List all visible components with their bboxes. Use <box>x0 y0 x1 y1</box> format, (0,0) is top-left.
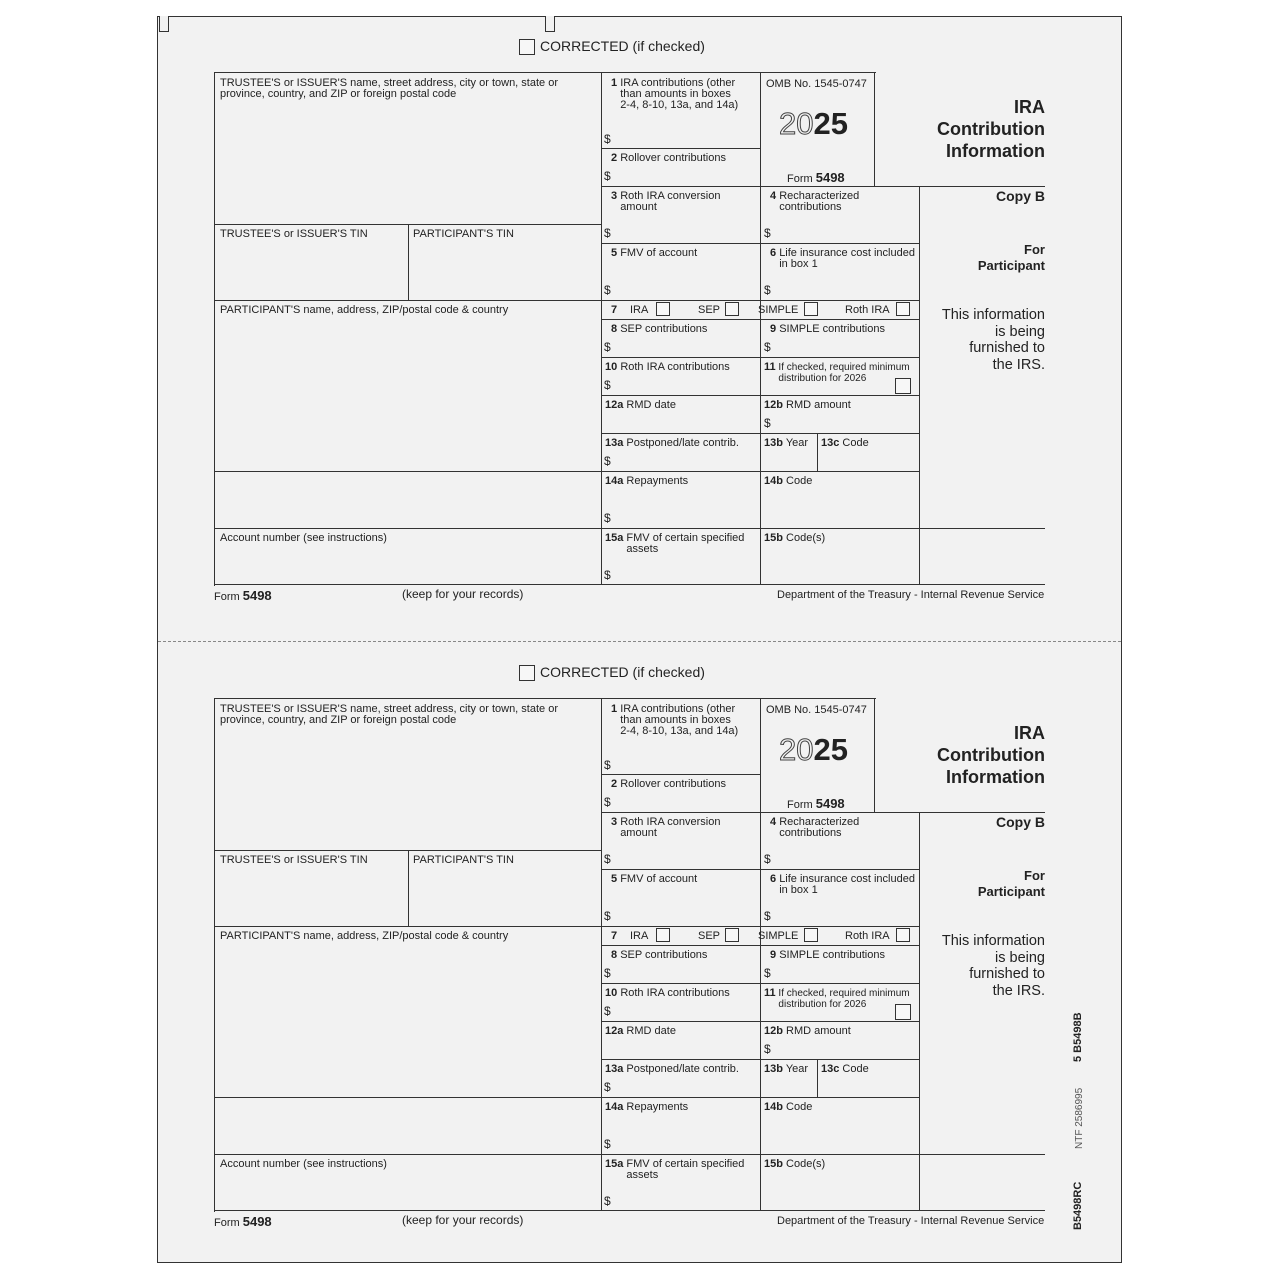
box15a-label: 15a FMV of certain specified assets <box>605 1158 745 1181</box>
box11-checkbox[interactable] <box>895 378 911 394</box>
box7-sep-label: SEP <box>698 304 721 316</box>
form-copy-top <box>0 0 1280 603</box>
box7-ira-checkbox[interactable] <box>656 928 670 942</box>
box7-sep-checkbox[interactable] <box>725 928 739 942</box>
box4-dollar: $ <box>764 226 771 240</box>
form-number-omb: Form 5498 <box>787 796 845 811</box>
tax-year: 2025 <box>779 106 848 141</box>
box11-checkbox[interactable] <box>895 1004 911 1020</box>
form-title: IRA Contribution Information <box>937 97 1045 161</box>
copy-label: Copy B <box>996 188 1045 204</box>
footer-keep-records: (keep for your records) <box>402 587 524 601</box>
omb-number: OMB No. 1545-0747 <box>766 704 867 716</box>
account-number-label: Account number (see instructions) <box>220 532 387 544</box>
box14a-dollar: $ <box>604 1137 611 1151</box>
furnished-note: This information is being furnished to the IRS. <box>941 933 1045 999</box>
box7-number: 7 <box>611 930 618 942</box>
side-code-b5498rc: B5498RC <box>1072 1181 1084 1230</box>
box12b-label: 12b RMD amount <box>764 1025 851 1037</box>
box9-dollar: $ <box>764 340 771 354</box>
trustee-tin-label: TRUSTEE'S or ISSUER'S TIN <box>220 228 368 240</box>
corrected-label: CORRECTED (if checked) <box>540 664 705 680</box>
box4-label: 4 Recharacterized contributions <box>770 190 860 213</box>
box7-ira-label: IRA <box>630 304 649 316</box>
box3-dollar: $ <box>604 226 611 240</box>
box6-dollar: $ <box>764 283 771 297</box>
trustee-tin-label: TRUSTEE'S or ISSUER'S TIN <box>220 854 368 866</box>
box14a-dollar: $ <box>604 511 611 525</box>
box14a-label: 14a Repayments <box>605 475 689 487</box>
box10-label: 10 Roth IRA contributions <box>605 361 730 373</box>
footer-department: Department of the Treasury - Internal Revenue Service <box>777 589 1045 601</box>
box6-dollar: $ <box>764 909 771 923</box>
box5-label: 5 FMV of account <box>611 873 698 885</box>
box13a-dollar: $ <box>604 1080 611 1094</box>
participant-tin-label: PARTICIPANT'S TIN <box>413 854 514 866</box>
box14b-label: 14b Code <box>764 475 813 487</box>
for-participant: For Participant <box>977 242 1045 273</box>
furnished-note: This information is being furnished to the IRS. <box>941 307 1045 373</box>
box11-label: 11 If checked, required minimum distribution for 2026 <box>764 361 910 384</box>
box14a-label: 14a Repayments <box>605 1101 689 1113</box>
footer-department: Department of the Treasury - Internal Revenue Service <box>777 1215 1045 1227</box>
footer-keep-records: (keep for your records) <box>402 1213 524 1227</box>
for-participant: For Participant <box>977 868 1045 899</box>
box1-dollar: $ <box>604 132 611 146</box>
box2-dollar: $ <box>604 169 611 183</box>
box15b-label: 15b Code(s) <box>764 532 826 544</box>
account-number-label: Account number (see instructions) <box>220 1158 387 1170</box>
box13c-label: 13c Code <box>821 1063 869 1075</box>
side-code-ntf: NTF 2586995 <box>1074 1087 1085 1149</box>
box9-dollar: $ <box>764 966 771 980</box>
box8-dollar: $ <box>604 340 611 354</box>
corrected-label: CORRECTED (if checked) <box>540 38 705 54</box>
box11-label: 11 If checked, required minimum distribution for 2026 <box>764 987 910 1010</box>
box15a-dollar: $ <box>604 1194 611 1208</box>
box3-label: 3 Roth IRA conversion amount <box>611 190 721 213</box>
box12a-label: 12a RMD date <box>605 399 676 411</box>
box13a-dollar: $ <box>604 454 611 468</box>
corrected-checkbox[interactable] <box>519 665 535 681</box>
form-title: IRA Contribution Information <box>937 723 1045 787</box>
box5-dollar: $ <box>604 909 611 923</box>
box12b-dollar: $ <box>764 1042 771 1056</box>
box13b-label: 13b Year <box>764 1063 809 1075</box>
box7-sep-checkbox[interactable] <box>725 302 739 316</box>
box7-number: 7 <box>611 304 618 316</box>
box7-roth-checkbox[interactable] <box>896 928 910 942</box>
box9-label: 9 SIMPLE contributions <box>770 949 885 961</box>
box2-label: 2 Rollover contributions <box>611 778 726 790</box>
participant-tin-label: PARTICIPANT'S TIN <box>413 228 514 240</box>
box2-label: 2 Rollover contributions <box>611 152 726 164</box>
tax-year: 2025 <box>779 732 848 767</box>
box6-label: 6 Life insurance cost included in box 1 <box>770 873 915 896</box>
box1-label: 1 IRA contributions (other than amounts in boxes 2-4, 8-10, 13a, and 14a) <box>611 77 739 111</box>
box7-simple-label: SIMPLE <box>758 930 799 942</box>
box8-dollar: $ <box>604 966 611 980</box>
box15a-label: 15a FMV of certain specified assets <box>605 532 745 555</box>
box15b-label: 15b Code(s) <box>764 1158 826 1170</box>
box2-dollar: $ <box>604 795 611 809</box>
box7-roth-label: Roth IRA <box>845 930 890 942</box>
box10-dollar: $ <box>604 1004 611 1018</box>
corrected-checkbox[interactable] <box>519 39 535 55</box>
footer-form-number: Form 5498 <box>214 588 272 603</box>
box4-dollar: $ <box>764 852 771 866</box>
form-copy-bottom <box>0 626 1280 1229</box>
form-number-omb: Form 5498 <box>787 170 845 185</box>
box7-roth-label: Roth IRA <box>845 304 890 316</box>
box12b-dollar: $ <box>764 416 771 430</box>
box5-label: 5 FMV of account <box>611 247 698 259</box>
box12b-label: 12b RMD amount <box>764 399 851 411</box>
box1-label: 1 IRA contributions (other than amounts in boxes 2-4, 8-10, 13a, and 14a) <box>611 703 739 737</box>
box7-ira-label: IRA <box>630 930 649 942</box>
box1-dollar: $ <box>604 758 611 772</box>
side-code-b5498b: 5 B5498B <box>1072 1012 1084 1062</box>
trustee-name-label: TRUSTEE'S or ISSUER'S name, street address, city or town, state or province, country, and ZIP or foreign postal code <box>220 77 558 100</box>
participant-name-label: PARTICIPANT'S name, address, ZIP/postal code & country <box>220 930 509 942</box>
box15a-dollar: $ <box>604 568 611 582</box>
box7-sep-label: SEP <box>698 930 721 942</box>
box8-label: 8 SEP contributions <box>611 323 708 335</box>
box6-label: 6 Life insurance cost included in box 1 <box>770 247 915 270</box>
footer-form-number: Form 5498 <box>214 1214 272 1229</box>
copy-label: Copy B <box>996 814 1045 830</box>
box7-ira-checkbox[interactable] <box>656 302 670 316</box>
box9-label: 9 SIMPLE contributions <box>770 323 885 335</box>
box3-label: 3 Roth IRA conversion amount <box>611 816 721 839</box>
box12a-label: 12a RMD date <box>605 1025 676 1037</box>
box7-roth-checkbox[interactable] <box>896 302 910 316</box>
box3-dollar: $ <box>604 852 611 866</box>
box4-label: 4 Recharacterized contributions <box>770 816 860 839</box>
box13a-label: 13a Postponed/late contrib. <box>605 1063 739 1075</box>
box5-dollar: $ <box>604 283 611 297</box>
box13b-label: 13b Year <box>764 437 809 449</box>
box13a-label: 13a Postponed/late contrib. <box>605 437 739 449</box>
box7-simple-label: SIMPLE <box>758 304 799 316</box>
box7-simple-checkbox[interactable] <box>804 928 818 942</box>
box10-label: 10 Roth IRA contributions <box>605 987 730 999</box>
box7-simple-checkbox[interactable] <box>804 302 818 316</box>
box13c-label: 13c Code <box>821 437 869 449</box>
box10-dollar: $ <box>604 378 611 392</box>
box14b-label: 14b Code <box>764 1101 813 1113</box>
box8-label: 8 SEP contributions <box>611 949 708 961</box>
trustee-name-label: TRUSTEE'S or ISSUER'S name, street address, city or town, state or province, country, and ZIP or foreign postal code <box>220 703 558 726</box>
omb-number: OMB No. 1545-0747 <box>766 78 867 90</box>
participant-name-label: PARTICIPANT'S name, address, ZIP/postal code & country <box>220 304 509 316</box>
